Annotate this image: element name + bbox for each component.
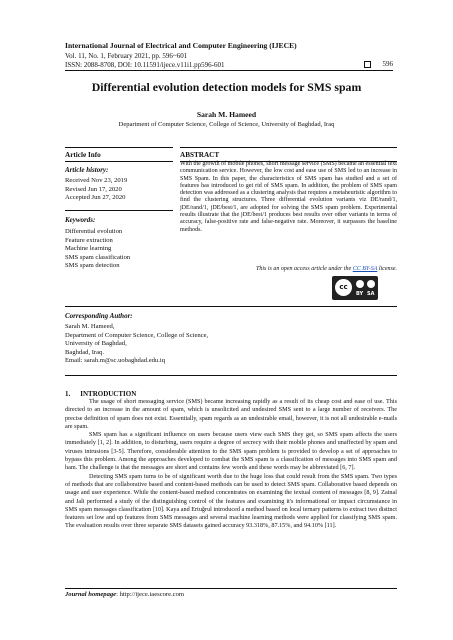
header-rule	[65, 70, 393, 71]
paragraph: Detecting SMS spam turns to be of significant worth due to the huge loss that could result from the SMS spam. Two types of methods that are collaborative based and content-based methods can be used to detect SMS spam. Collaborative based depends on usage and user experience. While the content-based method concentrates on examining the textual content of messages [8, 9]. Zainal and Jali performed a study of the distinguishing control of the features and examining it's informational or impact circumstance in SMS spam messages classification [10]. Kaya and Ertuğrul introduced a method based on local ternary patterns to extract two distinct features set low and up features from SMS messages and several machine learning methods were applied for classifying SMS spam. The evaluation results over three separate SMS datasets gained accuracy 93.318%, 87.15%, and 94.10% [11].	[65, 472, 397, 530]
open-access-prefix: This is an open access article under the	[256, 266, 352, 272]
homepage-colon: :	[116, 591, 120, 598]
affiliation: Department of Computer Science, College of Science, University of Baghdad, Iraq	[118, 121, 335, 128]
section-divider	[65, 375, 397, 376]
section-title: INTRODUCTION	[80, 390, 137, 398]
cc-license-badge[interactable]	[332, 276, 378, 300]
license-link[interactable]: CC BY-SA	[352, 266, 378, 272]
corresponding-line: Sarah M. Hameed,	[65, 323, 115, 330]
open-access-suffix: license.	[378, 266, 397, 272]
corresponding-details	[65, 323, 208, 366]
keyword: Differential evolution	[65, 228, 123, 235]
keywords-divider	[65, 210, 173, 211]
corresponding-line: Department of Computer Science, College of Science,	[65, 331, 209, 339]
history-item: Received Nov 23, 2019	[65, 177, 128, 184]
history-list	[65, 177, 127, 203]
paragraph: SMS spam has a significant influence on users because users view each SMS they get, so SMS spam affects the users immediately [1, 2]. In addition, to disturbing, users require a degree of secrecy with their mobile phones and unaffected by spam and viruses intrusions [3-5]. Therefore, considerable attention to the SMS spam problem is provided to develop a set of approaches to bypass this problem. Among the approaches developed to combat the SMS spam is a classification of messages into SMS spam and ham. The challenge is that the messages are short and contains few words and these words may be abbreviated [6, 7].	[65, 431, 397, 472]
keyword: SMS spam detection	[65, 262, 120, 270]
volume-line: Vol. 11, No. 1, February 2021, pp. 596~601	[65, 52, 188, 60]
history-label: Article history:	[65, 166, 109, 174]
open-access-note	[180, 266, 397, 272]
cc-icon: cc	[335, 279, 352, 296]
homepage-label: Journal homepage	[65, 591, 117, 598]
journal-name: International Journal of Electrical and Computer Engineering (IJECE)	[65, 41, 297, 50]
page-number: 596	[382, 60, 393, 68]
corresponding-email: Email: sarah.m@sc.uobaghdad.edu.iq	[65, 357, 166, 365]
sa-share-icon	[367, 280, 375, 288]
square-icon	[364, 61, 371, 68]
author-name: Sarah M. Hameed	[196, 110, 257, 119]
paper-title: Differential evolution detection models for SMS spam	[91, 80, 362, 94]
corresponding-divider	[65, 306, 397, 307]
abstract-heading: ABSTRACT	[180, 147, 397, 162]
section-heading	[65, 390, 146, 398]
page-number-block	[364, 60, 394, 68]
keywords-label: Keywords:	[65, 216, 96, 224]
keyword: Machine learning	[65, 245, 112, 253]
by-person-icon	[356, 280, 364, 288]
cc-sa-label: SA	[367, 291, 375, 297]
corresponding-label: Corresponding Author:	[65, 312, 133, 320]
keyword: SMS spam classification	[65, 253, 131, 261]
cc-by-label: BY	[356, 291, 364, 297]
history-item: Revised Jun 17, 2020	[65, 185, 122, 193]
history-item: Accepted Jun 27, 2020	[65, 194, 126, 202]
footer-rule	[65, 588, 397, 589]
corresponding-line: University of Baghdad,	[65, 340, 127, 348]
journal-homepage	[65, 591, 184, 598]
section-number: 1.	[65, 390, 71, 398]
introduction-body	[65, 398, 397, 531]
issn-line: ISSN: 2088-8708, DOI: 10.11591/ijece.v11i1.pp596-601	[65, 61, 225, 69]
corresponding-line: Baghdad, Iraq.	[65, 348, 104, 356]
keyword: Feature extraction	[65, 236, 113, 244]
abstract-text: With the growth of mobile phones, short message service (SMS) became an essential text communication service. However, the low cost and ease use of SMS led to an increase in SMS Spam. In this paper, the characteristics of SMS spam has studied and a set of features has introduced to get rid of SMS spam. In addition, the problem of SMS spam detection was addressed as a clustering analysis that requires a metaheuristic algorithm to find the clustering structures. Three differential evolution variants viz DE/rand/1, jDE/rand/1, jDE/best/1, are adopted for solving the SMS spam problem. Experimental results illustrate that the jDE/best/1 produces best results over other variants in terms of accuracy, false-positive rate and false-negative rate. Moreover, it surpasses the baseline methods.	[180, 161, 397, 233]
paragraph: The usage of short messaging service (SMS) became increasing rapidly as a result of its cheap cost and ease of use. This directed to an increase in the amount of spam, which is unsolicited and undesired SMS sent to a large number of receivers. The precise definition of spam does not exist. Essentially, spam regards as an undesirable email, however, it is not all undesirable e-mails are spam.	[65, 398, 397, 430]
article-info-heading: Article Info	[65, 147, 173, 162]
homepage-url[interactable]: http://ijece.iaescore.com	[119, 591, 185, 598]
keywords-list	[65, 228, 130, 271]
